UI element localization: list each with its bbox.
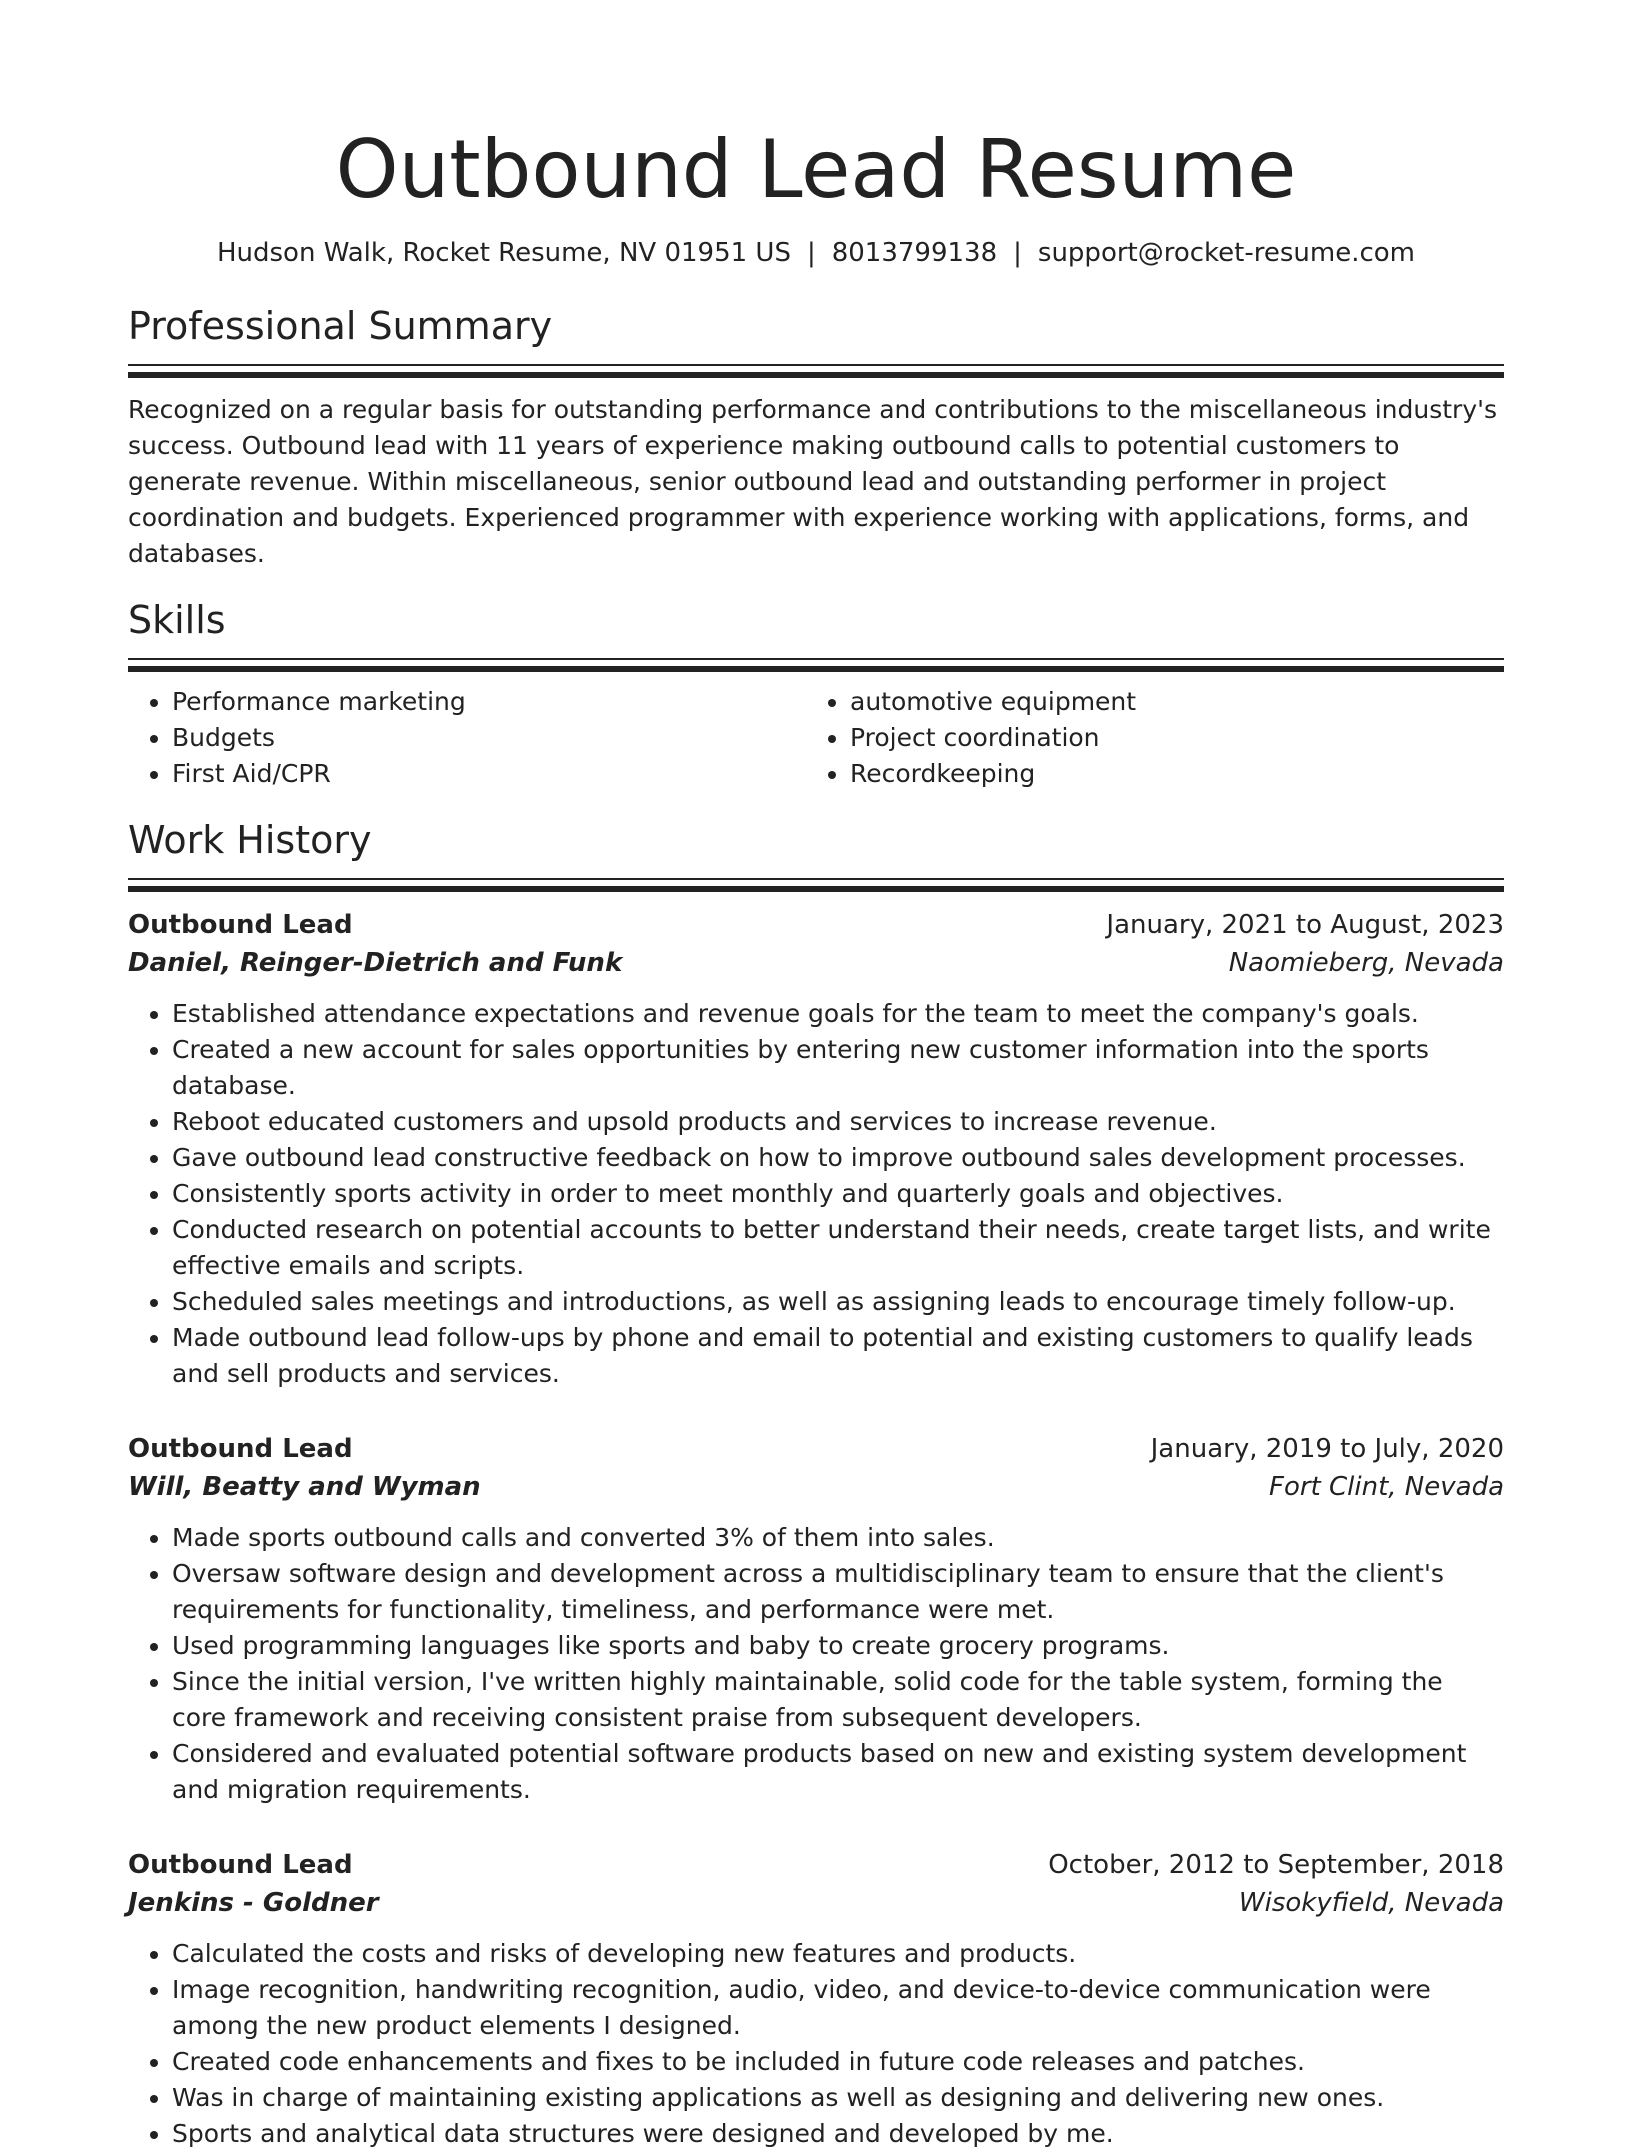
resume-title: Outbound Lead Resume [335,123,1297,216]
skill-item: • Project coordination [850,720,1484,756]
job-bullet: • Image recognition, handwriting recognition, audio, video, and device-to-device communication were among the new product elements I designed. [172,1972,1504,2044]
skill-item: • automotive equipment [850,684,1484,720]
contact-line [128,236,1504,270]
contact-separator: | [806,238,816,268]
job-entry [128,1846,1504,2152]
job-bullet: • Oversaw software design and development across a multidisciplinary team to ensure that the client's requirements for functionality, timeliness, and performance were met. [172,1556,1504,1628]
job-subheader [128,1468,1504,1506]
summary-heading: Professional Summary [128,304,553,348]
skill-item: • Budgets [172,720,806,756]
job-location: Naomieberg, Nevada [1228,948,1504,978]
contact-separator: | [1013,238,1022,268]
job-entry [128,906,1504,1392]
job-bullet: • Used programming languages like sports and baby to create grocery programs. [172,1628,1504,1664]
job-bullets [128,1936,1504,2152]
section-divider [128,364,1504,378]
job-header [128,1846,1504,1884]
job-dates: October, 2012 to September, 2018 [1048,1850,1504,1880]
job-bullet: • Sports and analytical data structures were designed and developed by me. [172,2116,1504,2152]
job-bullet: • Was in charge of maintaining existing applications as well as designing and delivering new ones. [172,2080,1504,2116]
job-title: Outbound Lead [128,910,353,940]
contact-phone: 8013799138 [831,238,998,268]
skill-item: • First Aid/CPR [172,756,806,792]
section-divider-thick [128,666,1504,672]
job-company: Jenkins - Goldner [128,1888,379,1918]
job-location: Fort Clint, Nevada [1268,1472,1504,1502]
job-title: Outbound Lead [128,1850,353,1880]
skills-list-left [128,684,806,792]
job-entry [128,1430,1504,1808]
skills-columns [128,684,1504,792]
job-bullet: • Considered and evaluated potential software products based on new and existing system development and migration requirements. [172,1736,1504,1808]
job-company: Will, Beatty and Wyman [128,1472,481,1502]
job-subheader [128,944,1504,982]
job-bullet: • Made sports outbound calls and converted 3% of them into sales. [172,1520,1504,1556]
job-header [128,906,1504,944]
skills-list-right [806,684,1484,792]
summary-text: Recognized on a regular basis for outstanding performance and contributions to the miscellaneous industry's success. Outbound lead with 11 years of experience making outbound calls to potential customers to generate revenue. Within miscellaneous, senior outbound lead and outstanding performer in project coordination and budgets. Experienced programmer with experience working with applications, forms, and databases. [128,395,1498,568]
work-history-heading: Work History [128,818,372,862]
resume-page [128,0,1504,2152]
skills-section [128,594,1504,792]
skills-heading: Skills [128,598,226,642]
section-divider [128,878,1504,892]
contact-email: support@rocket-resume.com [1037,238,1416,268]
job-bullet: • Made outbound lead follow-ups by phone and email to potential and existing customers to qualify leads and sell products and services. [172,1320,1504,1392]
job-bullet: • Conducted research on potential accounts to better understand their needs, create target lists, and write effective emails and scripts. [172,1212,1504,1284]
contact-address: Hudson Walk, Rocket Resume, NV 01951 US [216,238,791,268]
job-bullet: • Gave outbound lead constructive feedback on how to improve outbound sales development processes. [172,1140,1504,1176]
section-divider [128,658,1504,672]
job-bullet: • Calculated the costs and risks of developing new features and products. [172,1936,1504,1972]
section-divider-thick [128,886,1504,892]
job-dates: January, 2021 to August, 2023 [1106,910,1504,940]
job-bullet: • Scheduled sales meetings and introductions, as well as assigning leads to encourage timely follow-up. [172,1284,1504,1320]
job-bullets [128,1520,1504,1808]
skill-item: • Recordkeeping [850,756,1484,792]
summary-section [128,300,1504,572]
job-subheader [128,1884,1504,1922]
job-bullet: • Established attendance expectations and revenue goals for the team to meet the company's goals. [172,996,1504,1032]
job-bullet: • Created code enhancements and fixes to be included in future code releases and patches. [172,2044,1504,2080]
job-company: Daniel, Reinger-Dietrich and Funk [128,948,623,978]
section-divider-thick [128,372,1504,378]
job-bullet: • Consistently sports activity in order to meet monthly and quarterly goals and objectives. [172,1176,1504,1212]
job-bullets [128,996,1504,1392]
work-history-section [128,814,1504,2152]
job-bullet: • Created a new account for sales opportunities by entering new customer information into the sports database. [172,1032,1504,1104]
job-dates: January, 2019 to July, 2020 [1150,1434,1504,1464]
job-bullet: • Reboot educated customers and upsold products and services to increase revenue. [172,1104,1504,1140]
job-title: Outbound Lead [128,1434,353,1464]
job-location: Wisokyfield, Nevada [1238,1888,1504,1918]
job-header [128,1430,1504,1468]
job-bullet: • Since the initial version, I've written highly maintainable, solid code for the table system, forming the core framework and receiving consistent praise from subsequent developers. [172,1664,1504,1736]
skill-item: • Performance marketing [172,684,806,720]
